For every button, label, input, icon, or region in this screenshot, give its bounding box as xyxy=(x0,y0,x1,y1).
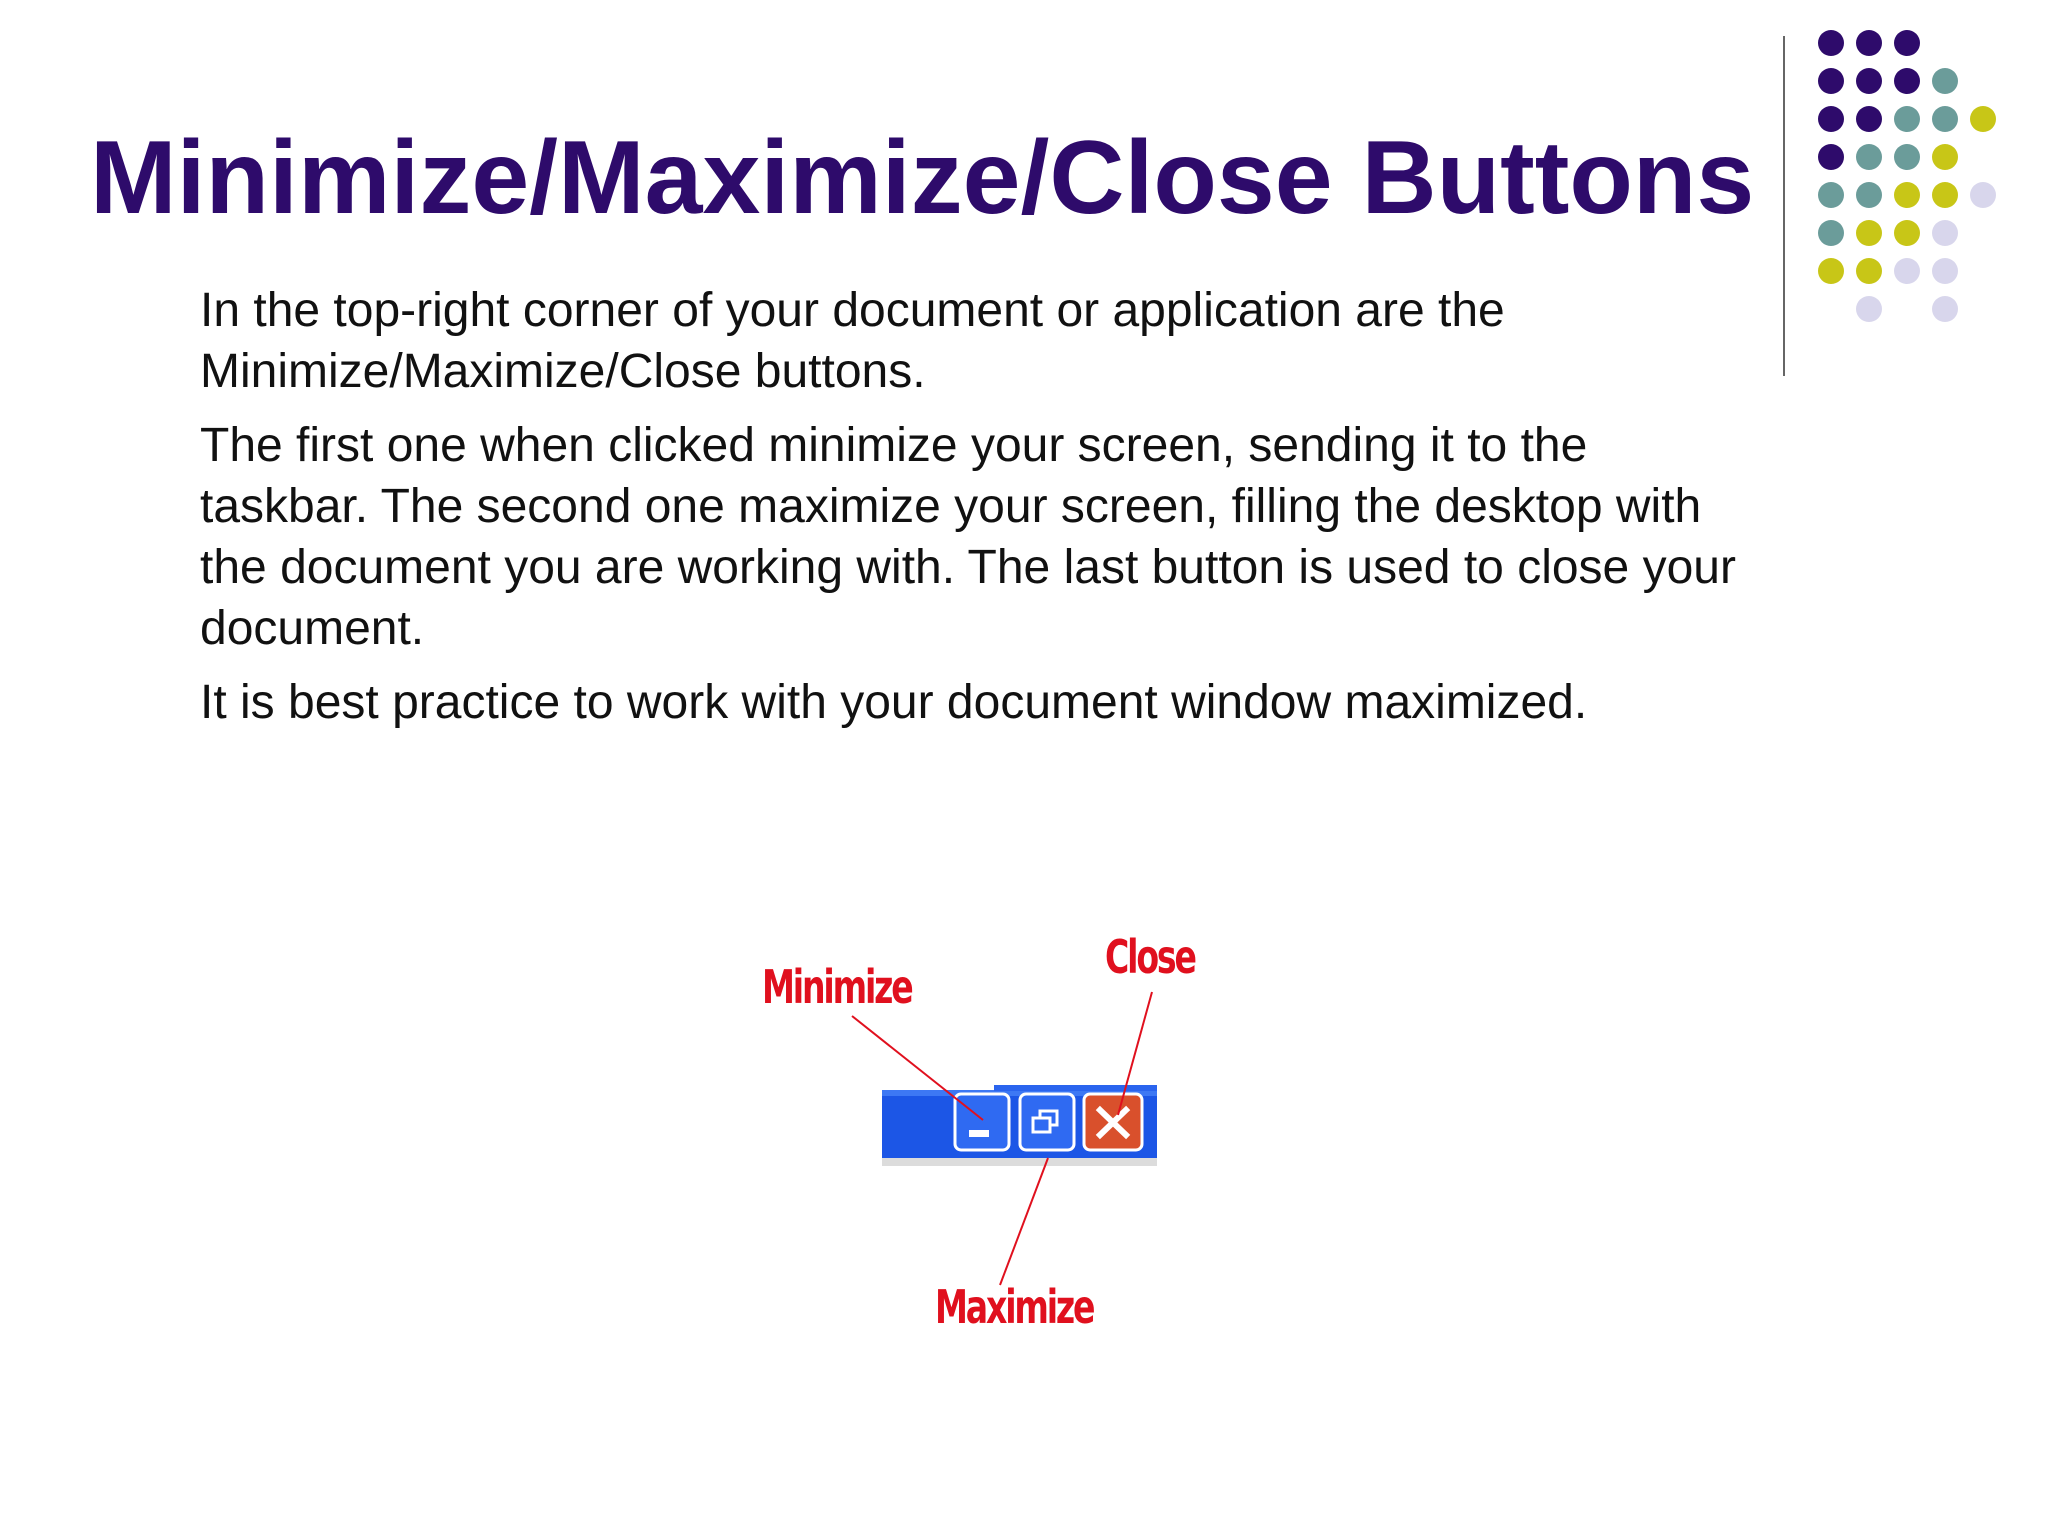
minimize-button[interactable] xyxy=(955,1094,1009,1150)
decorative-dot xyxy=(1932,182,1958,208)
decorative-dot-grid xyxy=(1818,30,2018,330)
slide-title: Minimize/Maximize/Close Buttons xyxy=(90,120,1755,236)
minimize-callout-label: Minimize xyxy=(762,960,912,1014)
decorative-dot xyxy=(1856,68,1882,94)
close-button[interactable] xyxy=(1084,1094,1142,1150)
maximize-button[interactable] xyxy=(1020,1094,1074,1150)
decorative-dot xyxy=(1856,30,1882,56)
decorative-dot xyxy=(1818,106,1844,132)
window-controls-figure xyxy=(740,930,1260,1360)
maximize-callout-label: Maximize xyxy=(935,1280,1094,1334)
paragraph-best-practice: It is best practice to work with your document window maximized. xyxy=(200,676,1588,729)
close-callout-label: Close xyxy=(1105,930,1195,984)
title-divider xyxy=(1783,36,1785,376)
decorative-dot xyxy=(1894,182,1920,208)
decorative-dot xyxy=(1970,182,1996,208)
decorative-dot xyxy=(1856,182,1882,208)
decorative-dot xyxy=(1894,30,1920,56)
paragraph-button-functions: The first one when clicked minimize your screen, sending it to the taskbar. The second one maximize your screen, filling the desktop with the document you are working with. The last button is used to close your document. xyxy=(200,419,1736,655)
decorative-dot xyxy=(1932,296,1958,322)
decorative-dot xyxy=(1856,296,1882,322)
slide-body xyxy=(200,280,1760,746)
decorative-dot xyxy=(1856,258,1882,284)
decorative-dot xyxy=(1818,182,1844,208)
decorative-dot xyxy=(1932,258,1958,284)
decorative-dot xyxy=(1818,220,1844,246)
decorative-dot xyxy=(1894,258,1920,284)
decorative-dot xyxy=(1894,68,1920,94)
decorative-dot xyxy=(1818,258,1844,284)
decorative-dot xyxy=(1894,106,1920,132)
decorative-dot xyxy=(1818,30,1844,56)
decorative-dot xyxy=(1894,144,1920,170)
decorative-dot xyxy=(1894,220,1920,246)
decorative-dot xyxy=(1932,68,1958,94)
decorative-dot xyxy=(1970,106,1996,132)
decorative-dot xyxy=(1818,68,1844,94)
decorative-dot xyxy=(1818,144,1844,170)
maximize-pointer-line xyxy=(1000,1158,1048,1285)
decorative-dot xyxy=(1932,220,1958,246)
decorative-dot xyxy=(1856,220,1882,246)
minimize-icon xyxy=(969,1130,989,1137)
paragraph-top-right-corner: In the top-right corner of your document or application are the Minimize/Maximize/Close buttons. xyxy=(200,284,1505,398)
decorative-dot xyxy=(1932,144,1958,170)
decorative-dot xyxy=(1856,106,1882,132)
decorative-dot xyxy=(1856,144,1882,170)
decorative-dot xyxy=(1932,106,1958,132)
